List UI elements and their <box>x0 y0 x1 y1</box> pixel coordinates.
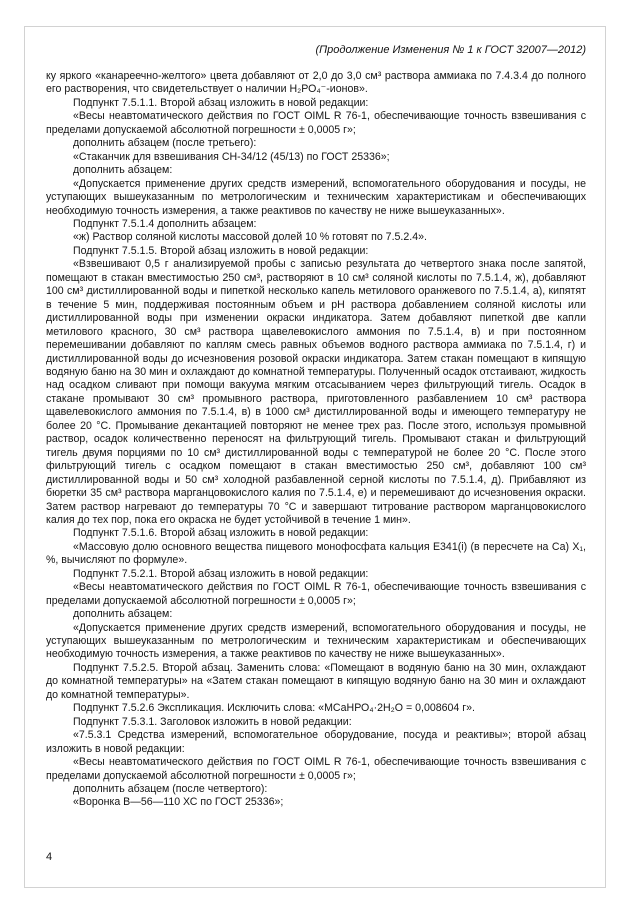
document-header: (Продолжение Изменения № 1 к ГОСТ 32007—2012) <box>315 44 586 56</box>
paragraph: «Допускается применение других средств измерений, вспомогательного оборудования и посуды, не уступающих вышеуказанным по метрологическим и техническим характеристикам и обеспечивающих необходимую точность измерения, а также реактивов по качеству не ниже вышеуказанных». <box>46 621 586 661</box>
paragraph: «Взвешивают 0,5 г анализируемой пробы с записью результата до четвертого знака после запятой, помещают в стакан вместимостью 250 см³, растворяют в 10 см³ соляной кислоты по 7.5.1.4, ж), добавляют 100 см³ дистиллированной воды и пипеткой несколько капель метилового оранжевого по 7.5.1.4, а), кипятят в течение 5 мин, поддерживая постоянным объем и рН раствора добавлением соляной кислоты или дистиллированной воды при изменении окраски индикатора. Затем добавляют пипеткой две капли метилового красного, 30 см³ раствора щавелевокислого аммония по 7.5.1.4, в) и при постоянном перемешивании добавляют по каплям смесь равных объемов водного раствора аммиака по 7.5.1.4, г) и дистиллированной воды до исчезновения розовой окраски индикатора. Затем стакан помещают в кипящую водяную баню на 30 мин и охлаждают до комнатной температуры. Полученный осадок отстаивают, жидкость над осадком сливают при помощи вакуума мягким отсасыванием через фильтрующий тигель. Осадок в стакане промывают 30 см³ промывного раствора, приготовленного разбавлением 10 см³ раствора щавелевокислого аммония по 7.5.1.4, в) в 1000 см³ дистиллированной воды и имеющего температуру не более 20 °С. Промывание декантацией повторяют не менее трех раз. После этого, используя промывной раствор, осадок количественно переносят на фильтрующий тигель. Промывают стакан и фильтрующий тигель двумя порциями по 10 см³ дистиллированной воды с температурой не более 20 °С. После этого фильтрующий тигель с осадком помещают в стакан вместимостью 250 см³, добавляют 100 см³ дистиллированной воды и 50 см³ холодной разбавленной серной кислоты по 7.5.1.4, д). Прибавляют из бюретки 35 см³ раствора марганцовокислого калия по 7.5.1.4, е) и перемешивают до исчезновения окраски. Затем раствор нагревают до температуры 70 °С и завершают титрование раствором марганцовокислого калия до тех пор, пока его окраска не будет устойчивой в течение 1 мин». <box>46 258 586 526</box>
paragraph: дополнить абзацем (после третьего): <box>73 137 257 150</box>
paragraph: дополнить абзацем (после четвертого): <box>73 783 268 796</box>
document-body <box>46 70 586 810</box>
paragraph: ку яркого «канареечно-желтого» цвета добавляют от 2,0 до 3,0 см³ раствора аммиака по 7.4.3.4 до полного его растворения, что свидетельствует о наличии Н₂РО₄⁻-ионов». <box>46 70 586 96</box>
paragraph: «Весы неавтоматического действия по ГОСТ OIML R 76-1, обеспечивающие точность взвешивания с пределами допускаемой абсолютной погрешности ± 0,0005 г»; <box>46 110 586 136</box>
paragraph: Подпункт 7.5.1.1. Второй абзац изложить в новой редакции: <box>73 96 369 109</box>
document-page <box>46 44 586 810</box>
paragraph: «Допускается применение других средств измерений, вспомогательного оборудования и посуды, не уступающих вышеуказанным по метрологическим и техническим характеристикам и обеспечивающих необходимую точность измерения, а также реактивов по качеству не ниже вышеуказанных». <box>46 177 586 217</box>
paragraph: «Весы неавтоматического действия по ГОСТ OIML R 76-1, обеспечивающие точность взвешивания с пределами допускаемой абсолютной погрешности ± 0,0005 г»; <box>46 756 586 782</box>
paragraph: «7.5.3.1 Средства измерений, вспомогательное оборудование, посуда и реактивы»; второй абзац изложить в новой редакции: <box>46 729 586 755</box>
paragraph: «Стаканчик для взвешивания СН-34/12 (45/13) по ГОСТ 25336»; <box>73 150 390 163</box>
page-number: 4 <box>46 851 53 863</box>
paragraph: Подпункт 7.5.2.6 Экспликация. Исключить слова: «МСаНРО₄·2Н₂О = 0,008604 г». <box>73 702 475 715</box>
paragraph: Подпункт 7.5.1.4 дополнить абзацем: <box>73 217 257 230</box>
paragraph: дополнить абзацем: <box>73 608 173 621</box>
paragraph: Подпункт 7.5.1.6. Второй абзац изложить в новой редакции: <box>73 527 369 540</box>
paragraph: Подпункт 7.5.2.5. Второй абзац. Заменить слова: «Помещают в водяную баню на 30 мин, охлаждают до комнатной температуры» на «Затем стакан помещают в кипящую водяную баню на 30 мин и охлаждают до комнатной температуры». <box>46 661 586 701</box>
paragraph: «ж) Раствор соляной кислоты массовой долей 10 % готовят по 7.5.2.4». <box>73 231 427 244</box>
paragraph: «Массовую долю основного вещества пищевого монофосфата кальция Е341(i) (в пересчете на Са) Х₁, %, вычисляют по формуле». <box>46 540 586 567</box>
paragraph: Подпункт 7.5.2.1. Второй абзац изложить в новой редакции: <box>73 567 369 580</box>
paragraph: Подпункт 7.5.3.1. Заголовок изложить в новой редакции: <box>73 715 352 728</box>
paragraph: Подпункт 7.5.1.5. Второй абзац изложить в новой редакции: <box>73 244 369 257</box>
paragraph: «Весы неавтоматического действия по ГОСТ OIML R 76-1, обеспечивающие точность взвешивания с пределами допускаемой абсолютной погрешности ± 0,0005 г»; <box>46 581 586 607</box>
paragraph: «Воронка В—56—110 ХС по ГОСТ 25336»; <box>73 796 284 809</box>
paragraph: дополнить абзацем: <box>73 164 173 177</box>
